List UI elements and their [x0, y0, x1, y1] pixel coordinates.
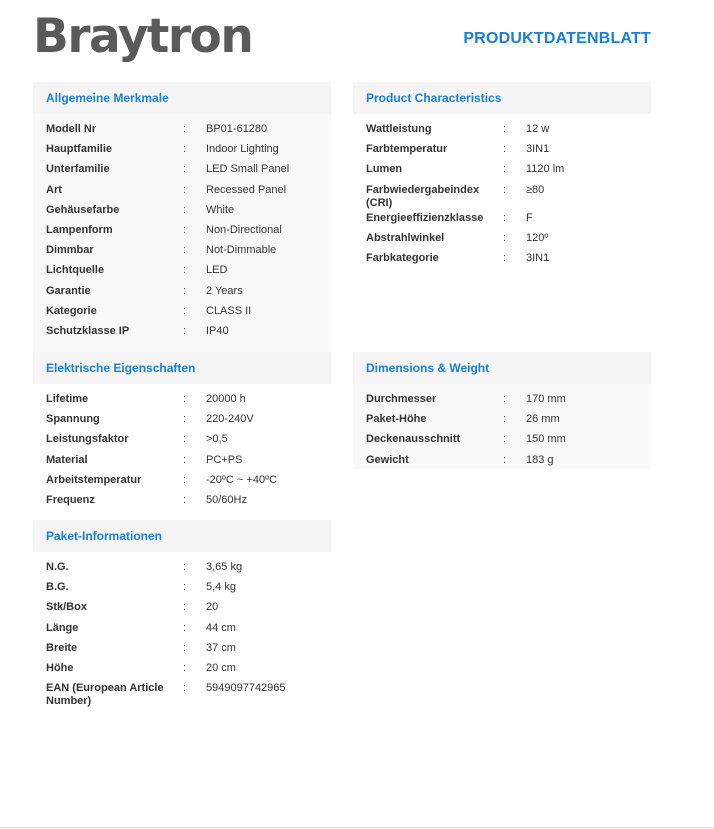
spec-separator: :	[183, 453, 187, 466]
spec-row	[33, 202, 331, 222]
spec-row	[33, 492, 331, 512]
spec-separator: :	[183, 601, 187, 614]
spec-value: 3IN1	[526, 143, 550, 156]
spec-separator: :	[183, 223, 187, 236]
spec-row	[33, 640, 331, 660]
spec-row	[33, 222, 331, 242]
spec-row	[33, 391, 331, 411]
spec-row	[353, 391, 651, 411]
spec-separator: :	[183, 324, 187, 337]
bottom-divider	[0, 827, 714, 828]
spec-row	[353, 452, 651, 472]
spec-separator: :	[183, 244, 187, 257]
spec-separator: :	[183, 433, 187, 446]
spec-label: Lampenform	[46, 223, 113, 236]
spec-separator: :	[183, 143, 187, 156]
spec-value: BP01-61280	[206, 123, 268, 135]
spec-value: 20 cm	[206, 661, 236, 674]
spec-value: >0,5	[206, 433, 228, 446]
spec-separator: :	[183, 304, 187, 317]
spec-label: Durchmesser	[366, 393, 437, 405]
spec-separator: :	[183, 682, 187, 695]
spec-label: Lifetime	[46, 393, 89, 405]
spec-separator: :	[183, 203, 187, 216]
section-electrical	[33, 352, 331, 512]
brand-logo: Braytron	[33, 9, 253, 64]
spec-label: Schutzklasse IP	[46, 324, 130, 337]
spec-row	[353, 230, 651, 250]
section-rows	[33, 384, 331, 512]
spec-row	[33, 182, 331, 202]
spec-row	[33, 599, 331, 619]
document-title: PRODUKTDATENBLATT	[463, 30, 651, 47]
spec-separator: :	[183, 163, 187, 176]
spec-value: -20ºC ~ +40ºC	[206, 473, 278, 486]
spec-separator: :	[503, 163, 507, 176]
spec-value: CLASS II	[206, 304, 252, 317]
spec-separator: :	[503, 183, 507, 196]
spec-value: 3,65 kg	[206, 561, 243, 573]
spec-row	[33, 141, 331, 161]
section-dimensions-weight	[353, 352, 651, 469]
spec-separator: :	[183, 393, 187, 405]
spec-label: Höhe	[46, 661, 74, 674]
spec-row	[33, 680, 331, 708]
spec-label: Gehäusefarbe	[46, 203, 120, 216]
spec-label: Spannung	[46, 413, 100, 426]
spec-separator: :	[183, 641, 187, 654]
spec-value: 1120 lm	[526, 163, 565, 176]
spec-row	[353, 161, 651, 181]
spec-label: Art	[46, 183, 62, 196]
spec-separator: :	[503, 413, 507, 426]
spec-label: Deckenausschnitt	[366, 433, 461, 446]
spec-label: Modell Nr	[46, 123, 97, 135]
section-title: Paket-Informationen	[33, 520, 331, 552]
spec-separator: :	[183, 621, 187, 634]
spec-label: Energieeffizienzklasse	[366, 211, 484, 224]
spec-separator: :	[503, 123, 507, 135]
spec-label: Gewicht	[366, 453, 409, 466]
spec-separator: :	[503, 393, 507, 405]
spec-label: Länge	[46, 621, 79, 634]
spec-label: B.G.	[46, 581, 69, 594]
spec-row	[353, 411, 651, 431]
spec-value: IP40	[206, 324, 229, 337]
spec-value: ≥80	[526, 183, 545, 196]
spec-label: EAN (European Article Number)	[46, 682, 164, 708]
spec-value: White	[206, 203, 235, 216]
spec-label: Hauptfamilie	[46, 143, 113, 156]
spec-row	[33, 262, 331, 282]
spec-label: Farbkategorie	[366, 251, 439, 264]
spec-value: Not-Dimmable	[206, 244, 277, 257]
spec-separator: :	[503, 453, 507, 466]
spec-label: N.G.	[46, 561, 69, 573]
section-product-characteristics	[353, 82, 651, 270]
spec-row	[33, 579, 331, 599]
spec-value: 2 Years	[206, 284, 243, 297]
spec-row	[353, 182, 651, 210]
spec-row	[33, 283, 331, 303]
spec-value: Non-Directional	[206, 223, 282, 236]
spec-separator: :	[183, 123, 187, 135]
spec-label: Leistungsfaktor	[46, 433, 129, 446]
spec-separator: :	[183, 413, 187, 426]
spec-row	[33, 411, 331, 431]
spec-label: Kategorie	[46, 304, 97, 317]
spec-label: Frequenz	[46, 493, 95, 506]
spec-row	[33, 242, 331, 262]
spec-row	[353, 431, 651, 451]
spec-label: Wattleistung	[366, 123, 432, 135]
spec-row	[353, 121, 651, 141]
spec-value: Recessed Panel	[206, 183, 287, 196]
spec-label: Garantie	[46, 284, 91, 297]
spec-row	[33, 660, 331, 680]
spec-label: Breite	[46, 641, 78, 654]
spec-separator: :	[183, 561, 187, 573]
section-title: Dimensions & Weight	[353, 352, 651, 384]
spec-separator: :	[183, 661, 187, 674]
spec-row	[353, 210, 651, 230]
spec-label: Stk/Box	[46, 601, 87, 614]
spec-value: 26 mm	[526, 413, 560, 426]
spec-separator: :	[183, 264, 187, 277]
spec-value: PC+PS	[206, 453, 243, 466]
section-title: Elektrische Eigenschaften	[33, 352, 331, 384]
spec-row	[33, 323, 331, 343]
spec-label: Lumen	[366, 163, 403, 176]
spec-row	[33, 452, 331, 472]
spec-value: 183 g	[526, 453, 554, 466]
spec-value: 5949097742965	[206, 682, 286, 695]
spec-separator: :	[503, 211, 507, 224]
section-rows	[353, 114, 651, 270]
spec-separator: :	[183, 183, 187, 196]
spec-label: Farbwiedergabeindex (CRI)	[366, 183, 480, 209]
spec-row	[33, 431, 331, 451]
spec-row	[33, 472, 331, 492]
spec-value: 3IN1	[526, 251, 550, 264]
section-rows	[353, 384, 651, 469]
spec-separator: :	[503, 433, 507, 446]
spec-separator: :	[183, 493, 187, 506]
spec-row	[33, 303, 331, 323]
spec-label: Abstrahlwinkel	[366, 231, 445, 244]
spec-label: Material	[46, 453, 88, 466]
spec-value: 5,4 kg	[206, 581, 236, 594]
spec-value: Indoor Lighting	[206, 143, 279, 156]
spec-row	[353, 141, 651, 161]
spec-label: Farbtemperatur	[366, 143, 448, 156]
spec-value: 37 cm	[206, 641, 236, 654]
spec-value: 220-240V	[206, 413, 254, 426]
spec-separator: :	[183, 473, 187, 486]
spec-separator: :	[183, 284, 187, 297]
spec-value: LED Small Panel	[206, 163, 290, 176]
spec-separator: :	[503, 143, 507, 156]
spec-row	[33, 121, 331, 141]
section-title: Product Characteristics	[353, 82, 651, 114]
spec-value: 12 w	[526, 123, 550, 135]
spec-row	[33, 620, 331, 640]
spec-label: Paket-Höhe	[366, 413, 427, 426]
spec-value: 20000 h	[206, 393, 246, 405]
spec-row	[33, 161, 331, 181]
section-title: Allgemeine Merkmale	[33, 82, 331, 114]
spec-separator: :	[503, 231, 507, 244]
spec-label: Lichtquelle	[46, 264, 105, 277]
spec-row	[353, 250, 651, 270]
spec-separator: :	[503, 251, 507, 264]
spec-value: 20	[206, 601, 219, 614]
section-general	[33, 82, 331, 374]
spec-value: F	[526, 211, 533, 224]
spec-label: Arbeitstemperatur	[46, 473, 142, 486]
spec-label: Dimmbar	[46, 244, 94, 257]
spec-separator: :	[183, 581, 187, 594]
spec-value: 44 cm	[206, 621, 236, 634]
spec-value: LED	[206, 264, 228, 277]
section-package	[33, 520, 331, 708]
spec-value: 170 mm	[526, 393, 566, 405]
spec-value: 50/60Hz	[206, 493, 247, 506]
section-rows	[33, 114, 331, 374]
spec-label: Unterfamilie	[46, 163, 110, 176]
section-rows	[33, 552, 331, 708]
spec-value: 150 mm	[526, 433, 566, 446]
spec-row	[33, 559, 331, 579]
spec-value: 120º	[526, 231, 549, 244]
